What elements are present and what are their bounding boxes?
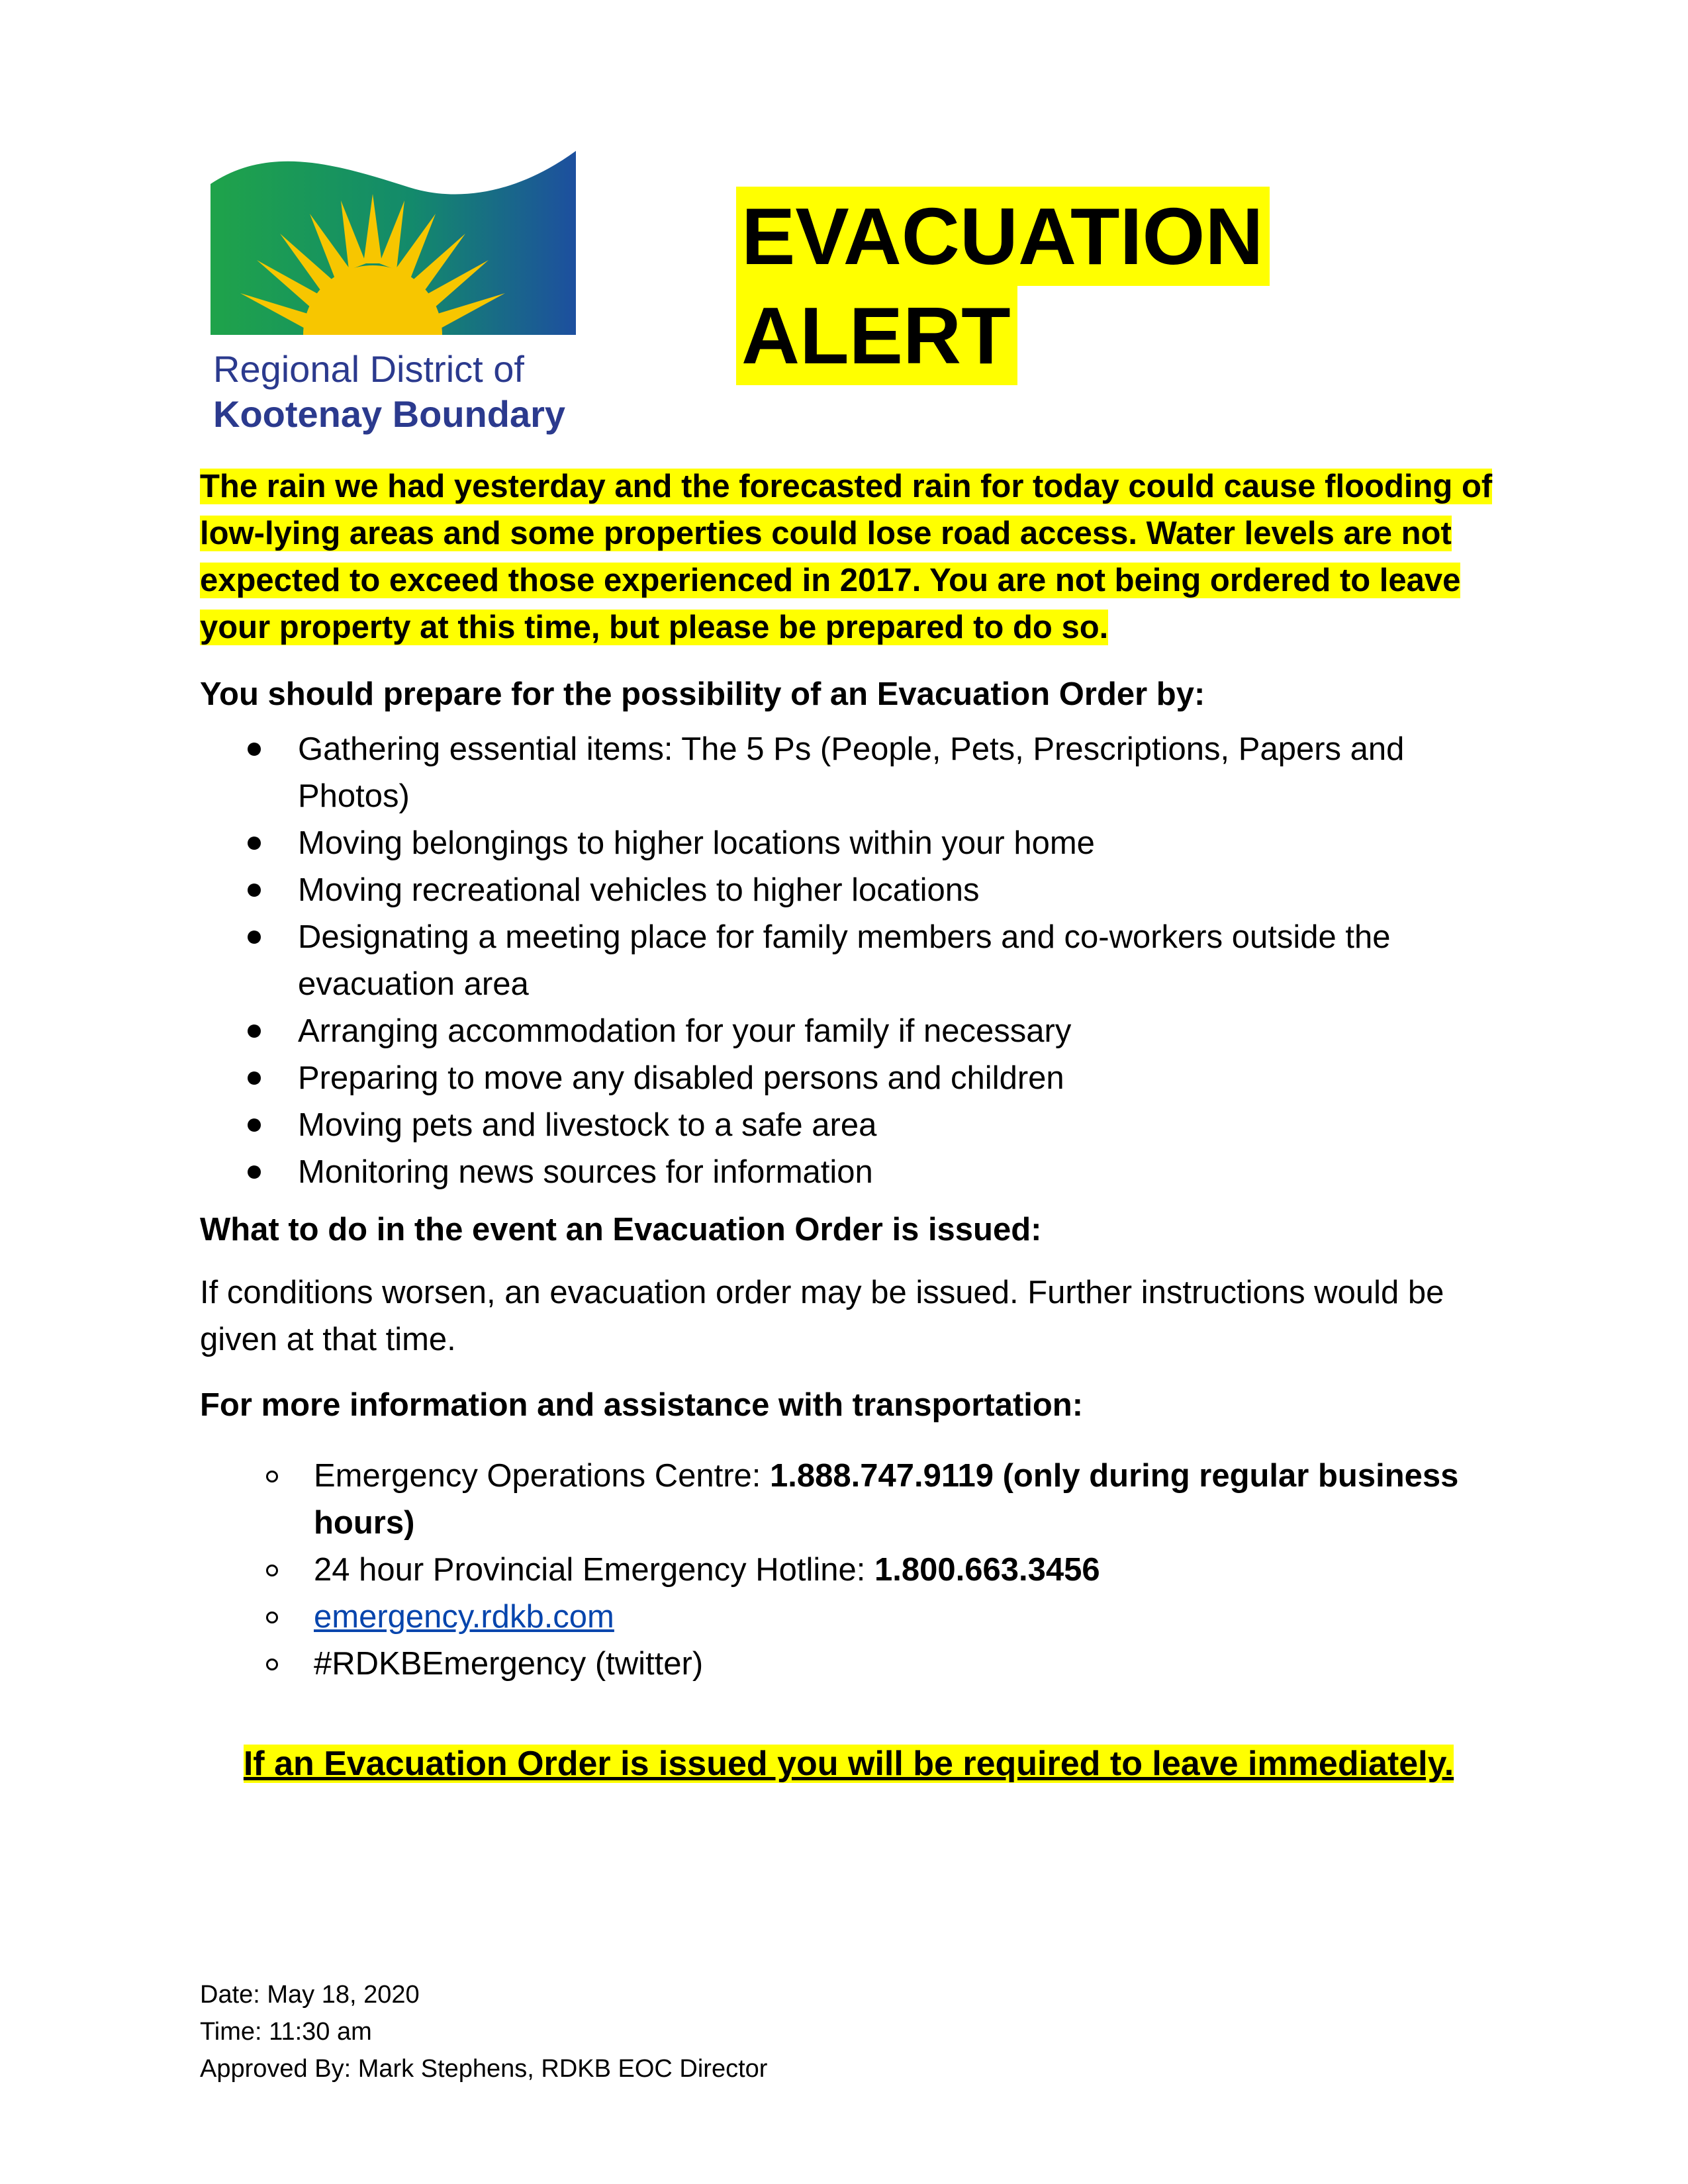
lead-text: The rain we had yesterday and the forecasted rain for today could cause flooding of low-lying areas and some properties could lose road access. Water levels are not expected to exceed those experienced in 2017. You are not being ordered to leave your property at this time, but please be prepared to do so.: [200, 469, 1493, 645]
circle-bullet-icon: [266, 1612, 278, 1623]
info-heading: For more information and assistance with transportation:: [200, 1387, 1084, 1423]
hotline-phone: 1.800.663.3456: [874, 1552, 1100, 1588]
list-item: [200, 1008, 1497, 1055]
footer: [200, 1976, 767, 2087]
circle-bullet-icon: [266, 1659, 278, 1670]
title-line-1: EVACUATION: [736, 187, 1270, 286]
contact-list: [200, 1453, 1497, 1688]
list-item: [200, 1547, 1497, 1594]
list-item: [200, 1594, 1497, 1641]
main-content: [200, 463, 1497, 1822]
website-link[interactable]: emergency.rdkb.com: [314, 1599, 614, 1635]
eoc-phone: 1.888.747.9119 (only during regular business hours): [314, 1458, 1459, 1541]
list-item: [200, 1149, 1497, 1196]
list-item: [200, 1055, 1497, 1102]
list-item: [200, 820, 1497, 867]
page-title: [736, 187, 1270, 385]
bullet-icon: [248, 743, 261, 756]
bullet-icon: [248, 1165, 261, 1179]
list-item: [200, 1641, 1497, 1688]
list-item-text: Moving recreational vehicles to higher locations: [298, 872, 980, 908]
final-warning-text: If an Evacuation Order is issued you will be required to leave immediately.: [243, 1745, 1454, 1783]
list-item: [200, 726, 1497, 820]
final-warning: [200, 1741, 1497, 1788]
hotline-label: 24 hour Provincial Emergency Hotline:: [314, 1552, 875, 1588]
list-item-text: Designating a meeting place for family members and co-workers outside the evacuation area: [298, 919, 1391, 1002]
list-item-text: Monitoring news sources for information: [298, 1154, 873, 1190]
eoc-label: Emergency Operations Centre:: [314, 1458, 771, 1494]
lead-paragraph: [200, 463, 1497, 651]
circle-bullet-icon: [266, 1565, 278, 1576]
title-line-2: ALERT: [736, 286, 1017, 385]
list-item-text: Gathering essential items: The 5 Ps (People, Pets, Prescriptions, Papers and Photos): [298, 731, 1405, 814]
rdkb-logo: [211, 151, 581, 435]
bullet-icon: [248, 1024, 261, 1038]
list-item: [200, 867, 1497, 914]
list-item: [200, 1453, 1497, 1547]
footer-approved: Approved By: Mark Stephens, RDKB EOC Director: [200, 2055, 768, 2083]
prepare-heading: You should prepare for the possibility of an Evacuation Order by:: [200, 676, 1205, 712]
bullet-icon: [248, 1071, 261, 1085]
list-item: [200, 1102, 1497, 1149]
bullet-icon: [248, 837, 261, 850]
list-item-text: Moving pets and livestock to a safe area: [298, 1107, 877, 1143]
bullet-icon: [248, 1118, 261, 1132]
circle-bullet-icon: [266, 1471, 278, 1482]
logo-line-1: Regional District of: [213, 348, 524, 390]
bullet-icon: [248, 884, 261, 897]
footer-time: Time: 11:30 am: [200, 2018, 372, 2046]
bullet-icon: [248, 931, 261, 944]
list-item-text: Arranging accommodation for your family if necessary: [298, 1013, 1072, 1049]
list-item-text: Moving belongings to higher locations within your home: [298, 825, 1095, 861]
twitter-handle: #RDKBEmergency (twitter): [314, 1646, 704, 1682]
logo-graphic-icon: [211, 151, 581, 343]
list-item-text: Preparing to move any disabled persons and children: [298, 1060, 1064, 1096]
prepare-list: [200, 726, 1497, 1196]
order-text: If conditions worsen, an evacuation order may be issued. Further instructions would be given at that time.: [200, 1275, 1444, 1357]
order-heading: What to do in the event an Evacuation Order is issued:: [200, 1212, 1042, 1248]
list-item: [200, 914, 1497, 1008]
footer-date: Date: May 18, 2020: [200, 1981, 420, 2009]
logo-line-2: Kootenay Boundary: [213, 393, 566, 435]
